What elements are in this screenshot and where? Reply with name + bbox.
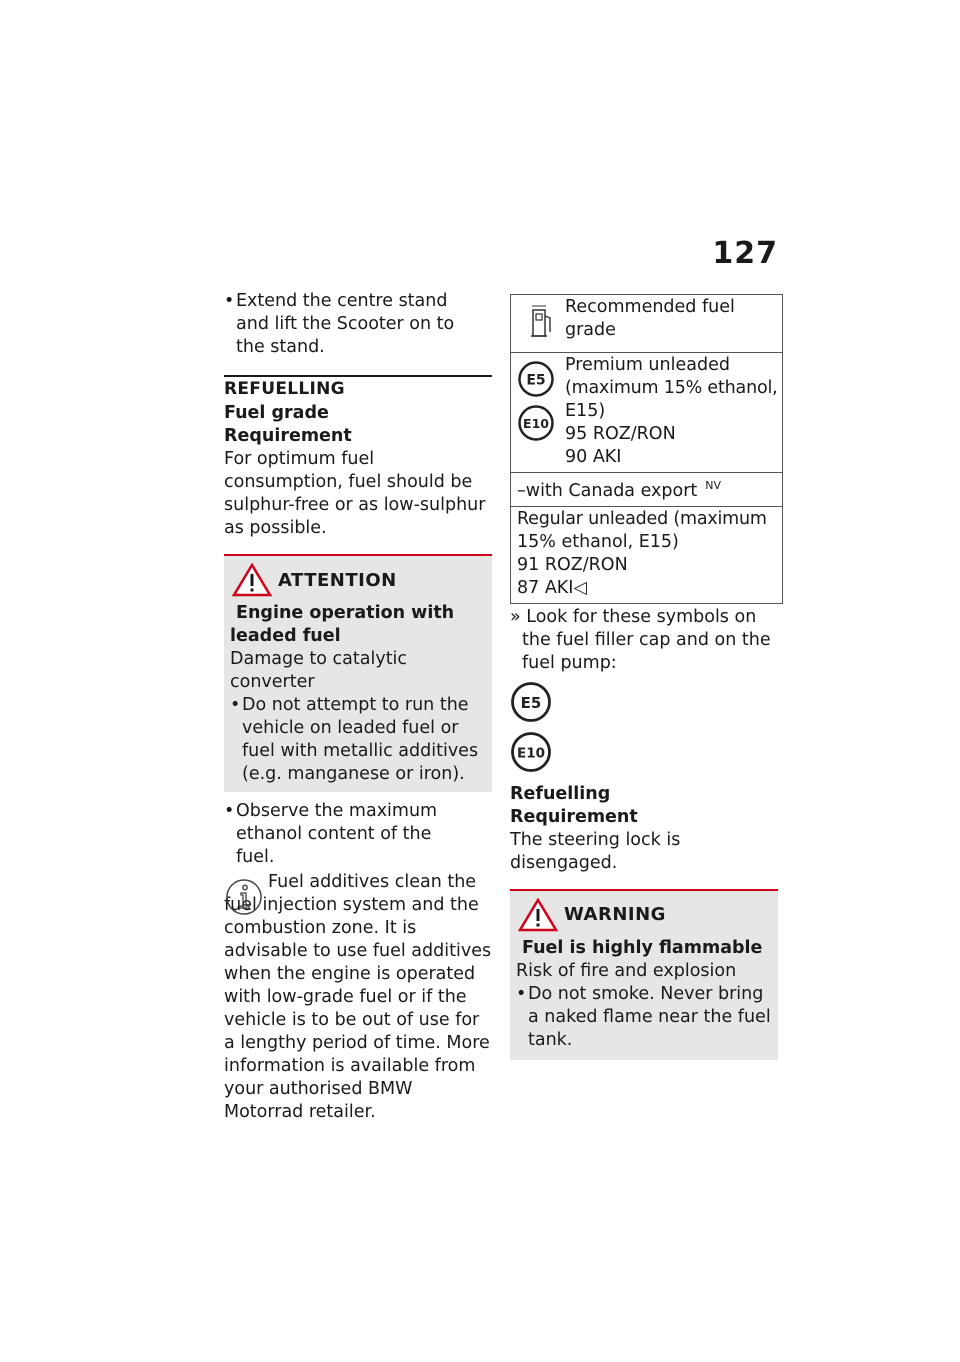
- svg-text:E5: E5: [520, 693, 542, 712]
- regular-line: 87 AKI◁: [517, 577, 587, 598]
- e5-badge-icon: [510, 681, 552, 723]
- refuelling-heading: Refuelling: [510, 783, 611, 804]
- symbols-result: » Look for these symbols on the fuel filler cap and on the fuel pump:: [510, 606, 771, 673]
- section-rule: [224, 375, 492, 377]
- warning-header: [516, 895, 772, 935]
- table-header-text: Recommended fuel grade: [565, 297, 735, 340]
- warning-subtitle: Risk of fire and explosion: [516, 960, 737, 981]
- badge-e10: [510, 731, 778, 777]
- bullet-ethanol: • Observe the maximum ethanol content of the fuel.: [224, 800, 492, 869]
- requirement-heading-right: Requirement: [510, 806, 638, 827]
- requirement-text-right: The steering lock is disengaged.: [510, 829, 681, 873]
- warning-callout: [510, 891, 778, 1060]
- fuel-grade-table: [510, 294, 783, 604]
- table-row: [511, 473, 783, 507]
- svg-text:E10: E10: [516, 745, 546, 762]
- e5-badge-icon: [517, 360, 555, 398]
- fuel-pump-icon: [529, 302, 555, 342]
- premium-line: 95 ROZ/RON: [565, 424, 676, 444]
- section-title: REFUELLING: [224, 379, 345, 399]
- requirement-text: For optimum fuel consumption, fuel should be sulphur-free or as low-sulphur as possible.: [224, 449, 486, 538]
- table-row: [511, 353, 783, 473]
- info-icon: [224, 877, 264, 917]
- regular-line: 15% ethanol, E15): [517, 531, 679, 552]
- right-column: [510, 294, 778, 1060]
- regular-line: 91 ROZ/RON: [517, 554, 628, 575]
- attention-subtitle: Damage to catalytic converter: [230, 649, 408, 692]
- fuel-grade-heading: Fuel grade: [224, 403, 329, 423]
- warning-triangle-icon: [232, 563, 272, 597]
- attention-title: Engine operation with leaded fuel: [230, 603, 455, 646]
- e10-badge-icon: [517, 404, 555, 442]
- canada-superscript: NV: [705, 479, 722, 492]
- regular-line: Regular unleaded (maximum: [517, 508, 767, 529]
- warning-triangle-icon: [518, 898, 558, 932]
- page-number: 127: [712, 236, 778, 271]
- warning-bullet: • Do not smoke. Never bring a naked flame near the fuel tank.: [516, 983, 772, 1052]
- bullet-centre-stand: • Extend the centre stand and lift the Scooter on to the stand.: [224, 290, 492, 359]
- table-row: [511, 295, 783, 353]
- svg-text:E10: E10: [523, 416, 549, 431]
- table-row: [511, 506, 783, 603]
- attention-header: [230, 560, 486, 600]
- warning-title: Fuel is highly flammable: [522, 937, 763, 958]
- info-text: Fuel additives clean the fuel injection system and the combustion zone. It is advisable to use fuel additives when the engine is operated with low-grade fuel or if the vehicle is to be out of use for a lengthy period of time. More information is available from your authorised BMW Motorrad retailer.: [224, 872, 492, 1122]
- premium-line: E15): [565, 401, 606, 421]
- premium-line: Premium unleaded: [565, 355, 730, 375]
- attention-callout: [224, 556, 492, 792]
- left-column: [224, 290, 492, 1124]
- requirement-heading: Requirement: [224, 426, 352, 446]
- info-block: [224, 871, 492, 1124]
- regular-cell: [511, 506, 783, 603]
- premium-line: 90 AKI: [565, 447, 622, 467]
- badge-e5: [510, 681, 778, 727]
- table-header-cell: [511, 295, 783, 353]
- attention-label: ATTENTION: [278, 569, 397, 591]
- attention-bullet: • Do not attempt to run the vehicle on leaded fuel or fuel with metallic additives (e.g. manganese or iron).: [230, 694, 486, 786]
- svg-text:E5: E5: [526, 372, 546, 389]
- premium-line: (maximum 15% ethanol,: [565, 378, 778, 398]
- canada-text: –with Canada export: [517, 480, 698, 501]
- e10-badge-icon: [510, 731, 552, 773]
- premium-cell: [511, 353, 783, 473]
- warning-label: WARNING: [564, 904, 666, 926]
- canada-cell: [511, 473, 783, 507]
